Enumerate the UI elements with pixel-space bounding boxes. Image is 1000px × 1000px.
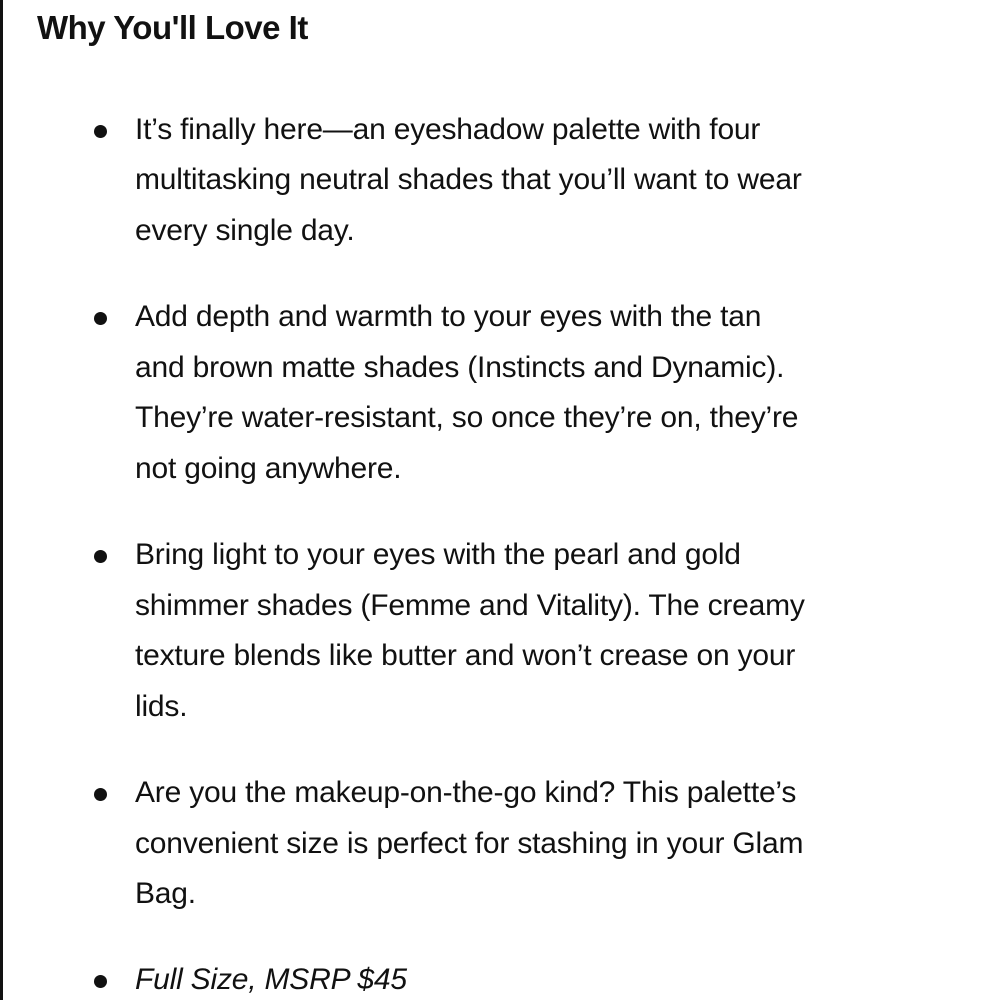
bullet-text-line: Add depth and warmth to your eyes with the tan [135,300,762,333]
bullet-text-line: lids. [135,690,188,723]
bullet-text-line: Bring light to your eyes with the pearl and gold [135,538,741,571]
section-heading: Why You'll Love It [37,9,308,46]
bullet-text-line: Are you the makeup-on-the-go kind? This palette’s [135,776,797,809]
bullet-text-line: multitasking neutral shades that you’ll want to wear [135,163,802,196]
bullet-dot-icon [94,788,107,801]
bullet-dot-icon [94,550,107,563]
bullet-text-line: Bag. [135,877,196,910]
bullet-dot-icon [94,975,107,988]
bullet-text-line: and brown matte shades (Instincts and Dynamic). [135,351,785,384]
bullet-text-line: shimmer shades (Femme and Vitality). The creamy [135,589,805,622]
bullet-text-line: not going anywhere. [135,452,402,485]
price-text: Full Size, MSRP $45 [135,963,407,996]
bullet-text-line: texture blends like butter and won’t crease on your [135,639,796,672]
bullet-text-line: convenient size is perfect for stashing in your Glam [135,827,804,860]
bullet-dot-icon [94,125,107,138]
bullet-dot-icon [94,312,107,325]
bullet-text-line: It’s finally here—an eyeshadow palette with four [135,113,761,146]
bullet-text-line: They’re water-resistant, so once they’re on, they’re [135,401,799,434]
left-border-rule [0,0,3,1000]
bullet-text-line: every single day. [135,214,355,247]
